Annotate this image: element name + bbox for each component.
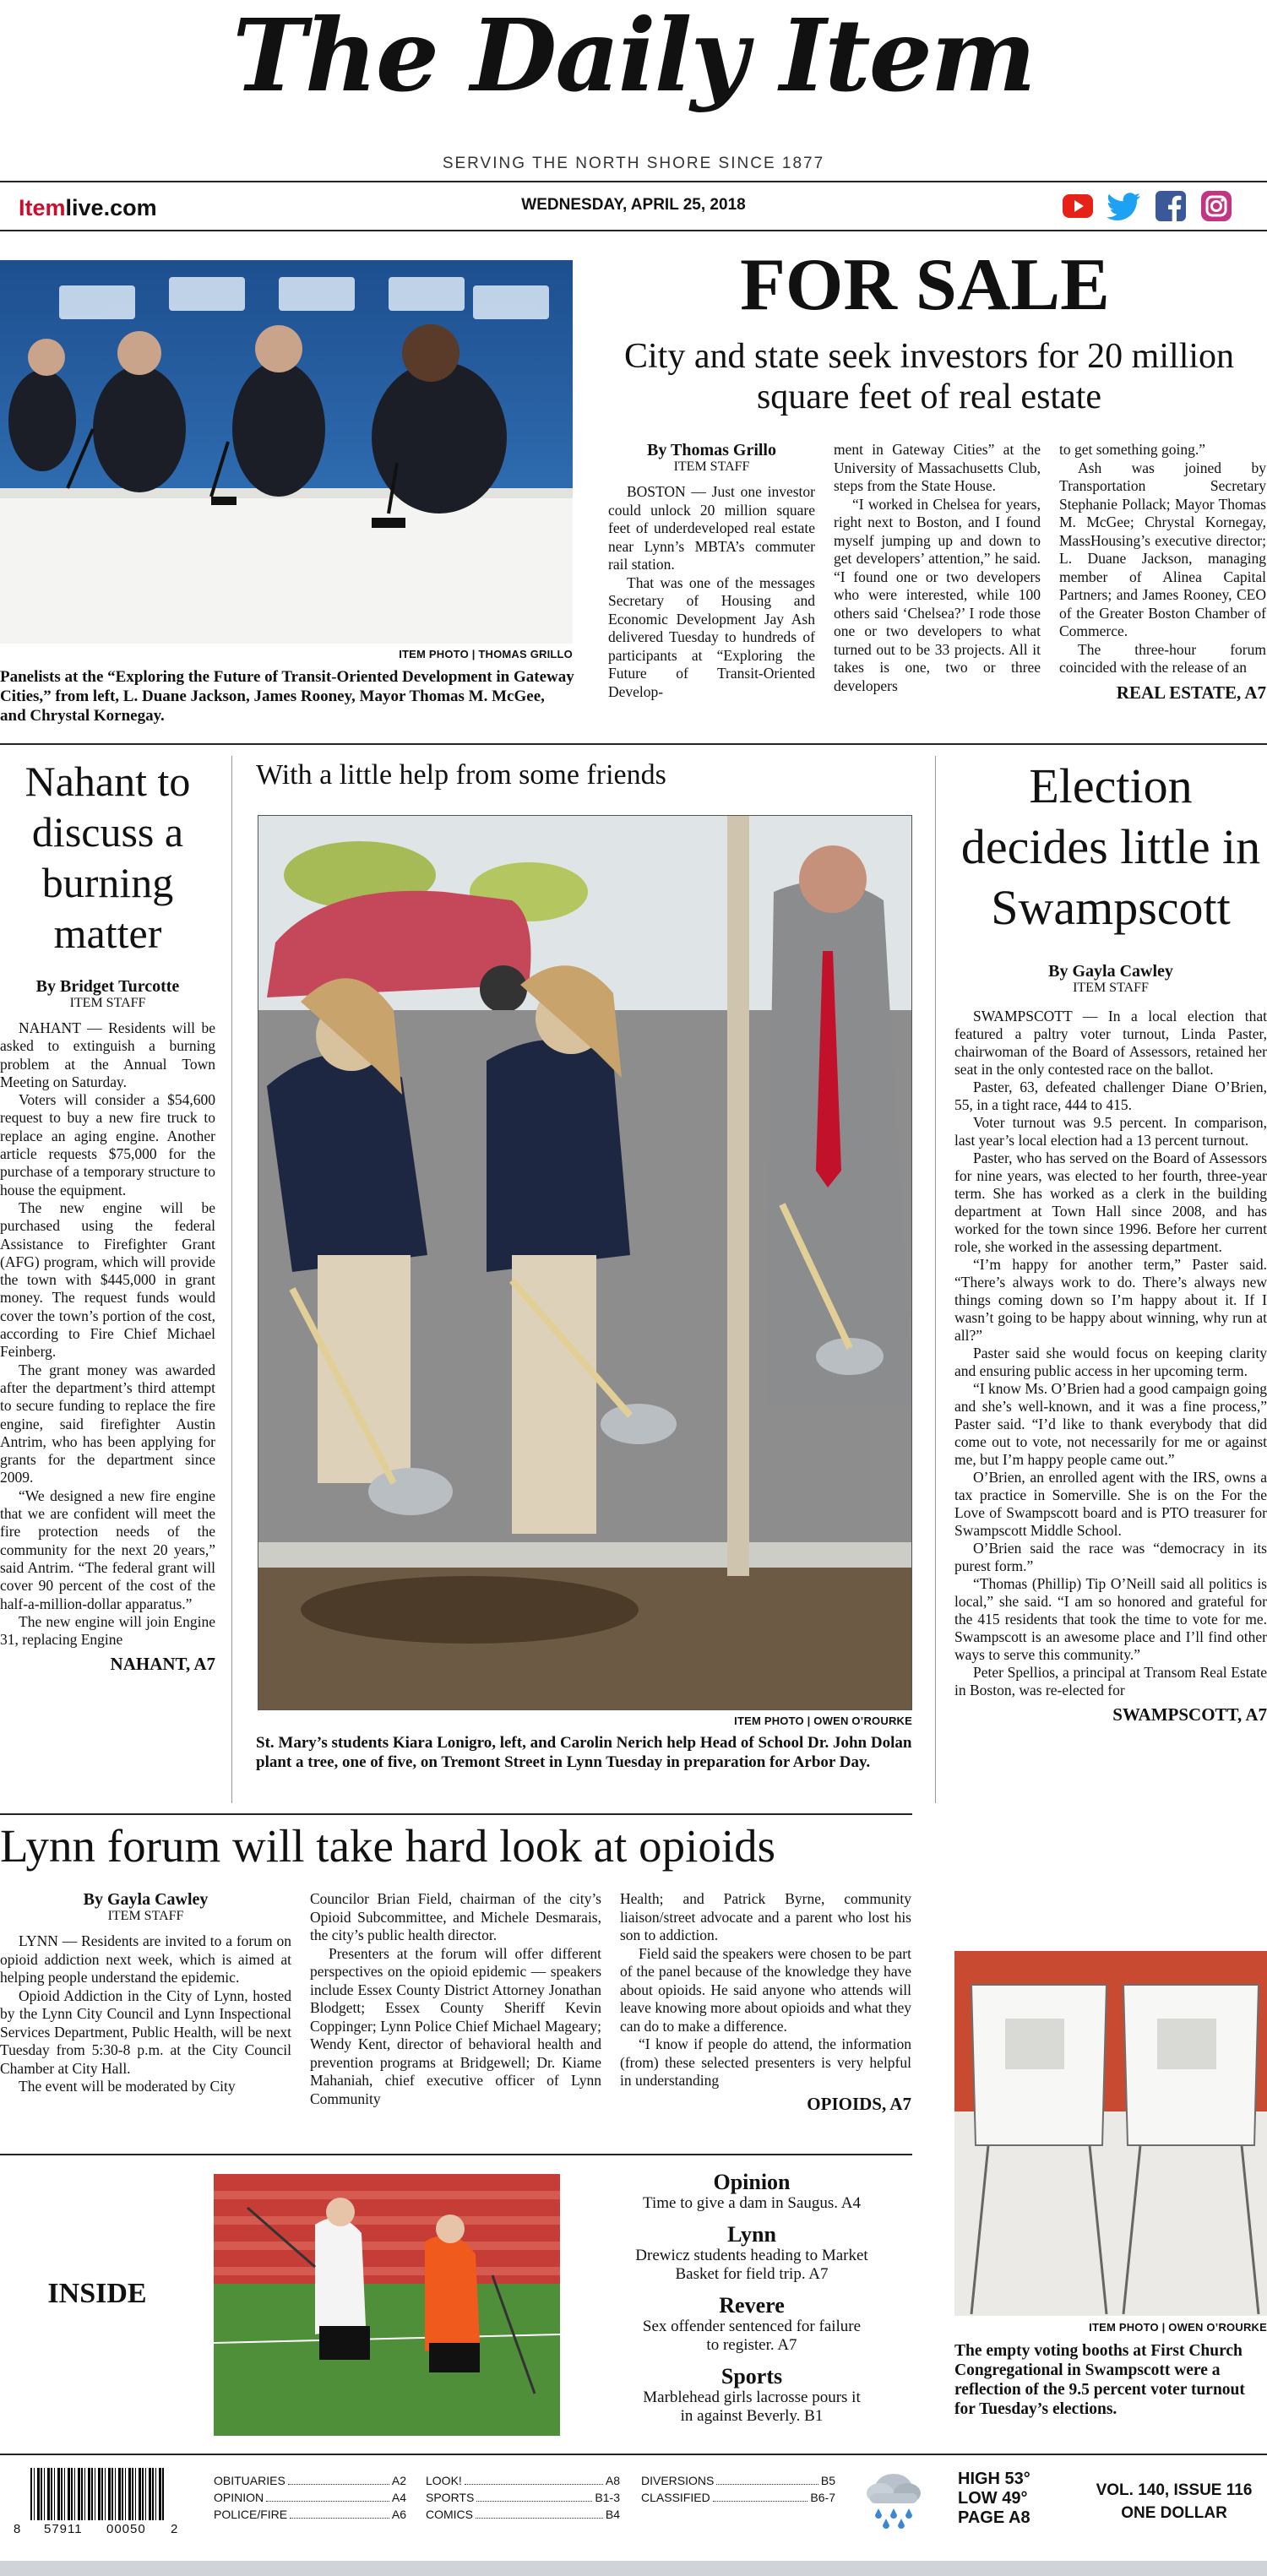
inside-list [591, 2171, 912, 2426]
index-page: B5 [820, 2474, 835, 2487]
barcode [14, 2468, 182, 2544]
opioids-col-3 [620, 1890, 911, 2114]
lead-jump[interactable]: REAL ESTATE, A7 [1116, 682, 1266, 703]
lead-story [608, 441, 1267, 703]
twitter-icon[interactable] [1107, 189, 1142, 223]
section-rule-2 [0, 1813, 912, 1815]
index-column-2 [426, 2472, 620, 2523]
inside-item-section: Lynn [727, 2222, 776, 2247]
masthead-title: The Daily Item [232, 0, 1035, 114]
nahant-jump[interactable]: NAHANT, A7 [110, 1654, 215, 1675]
panel-photo-scene [0, 260, 573, 644]
lead-kicker: FOR SALE [740, 244, 1110, 326]
issue-price: ONE DOLLAR [1121, 2504, 1227, 2522]
swampscott-byline: By Gayla Cawley [1048, 962, 1173, 981]
swampscott-paragraph: Voter turnout was 9.5 percent. In comparison, last year’s local election had a 13 percent turnout. [954, 1114, 1267, 1149]
nahant-staff: ITEM STAFF [69, 996, 146, 1010]
nahant-paragraph: NAHANT — Residents will be asked to extinguish a burning problem at the Annual Town Meeting on Saturday. [0, 1019, 215, 1090]
nahant-headline: Nahant to discuss a burning matter [24, 758, 191, 957]
index-row[interactable] [214, 2472, 406, 2489]
swampscott-paragraph: O’Brien, an enrolled agent with the IRS, owns a tax practice in Somerville. She is on the For the Love of Swampscott board and is PTO treasurer for Swampscott Middle School. [954, 1469, 1267, 1539]
nahant-paragraph: Voters will consider a $54,600 request to buy a new fire truck to replace an aging engine. Another article requests $75,000 for the purchase of a temporary structure to house the equipment. [0, 1091, 215, 1198]
instagram-icon[interactable] [1199, 189, 1233, 223]
masthead-tagline: SERVING THE NORTH SHORE SINCE 1877 [442, 155, 825, 172]
lead-paragraph: The three-hour forum coincided with the release of an [1059, 640, 1266, 676]
swampscott-headline: Election decides little in Swampscott [960, 758, 1261, 935]
swampscott-paragraph: Paster, who has served on the Board of Assessors for nine years, was elected to her fourth, three-year term. She has worked as a clerk in the building department at Town Hall since 2008, and has worked for the town since 1996. Before her current role, she worked in the assessing department. [954, 1149, 1267, 1255]
opioids-paragraph: Health; and Patrick Byrne, community liaison/street advocate and a parent who lost his son to addiction. [620, 1890, 911, 1943]
nahant-paragraph: The new engine will join Engine 31, replacing Engine [0, 1612, 215, 1649]
index-page: A8 [605, 2474, 620, 2487]
index-row[interactable] [426, 2489, 620, 2506]
opioids-paragraph: The event will be moderated by City [19, 2078, 236, 2095]
page-bottom-band [0, 2561, 1267, 2576]
voting-booth-photo [954, 1951, 1267, 2316]
social-links [1061, 187, 1255, 225]
inside-item-text: Marblehead girls lacrosse pours it in against Beverly. B1 [643, 2389, 861, 2425]
column-rule-left [231, 756, 232, 1803]
lead-headline: City and state seek investors for 20 million square feet of real estate [623, 337, 1235, 416]
site-link-prefix: Item [19, 195, 66, 220]
index-row[interactable] [426, 2472, 620, 2489]
index-column-1 [214, 2472, 406, 2523]
index-row[interactable] [426, 2506, 620, 2523]
index-column-3 [641, 2472, 835, 2506]
index-name: POLICE/FIRE [214, 2508, 288, 2521]
panel-photo [0, 260, 573, 644]
inside-item[interactable] [591, 2171, 912, 2213]
issue-info [1081, 2479, 1267, 2524]
footer-rule [0, 2454, 1267, 2455]
barcode-digit: 57911 [44, 2522, 83, 2536]
lead-col-3 [1059, 441, 1266, 703]
arbor-photo-credit: ITEM PHOTO | OWEN O’ROURKE [734, 1715, 912, 1727]
lead-paragraph: “I worked in Chelsea for years, right next to Boston, and I found myself jumping up and down to get developers’ attention,” he said. “I found one or two developers who were interested, while 100 others said ‘Chelsea?’ I rode those one or two developers to what turned out to be 33 projects. All it takes is one, two or three developers [834, 495, 1041, 694]
opioids-headline: Lynn forum will take hard look at opioids [0, 1820, 776, 1872]
masthead-rule-bottom [0, 230, 1267, 231]
column-rule-right [935, 756, 936, 1803]
rain-cloud-icon [863, 2466, 924, 2530]
opioids-byline: By Gayla Cawley [83, 1890, 209, 1909]
lead-col-1-text [608, 483, 815, 701]
arbor-photo-scene [258, 816, 912, 1710]
barcode-digit: 2 [171, 2522, 178, 2536]
barcode-bars [30, 2468, 166, 2520]
index-name: COMICS [426, 2508, 473, 2521]
opioids-paragraph: Field said the speakers were chosen to be part of the panel because of the knowledge they have about opioids. He said anyone who attends will leave knowing more about opioids and what they can do to make a difference. [620, 1944, 911, 2035]
inside-item-section: Opinion [713, 2170, 791, 2194]
barcode-digit: 8 [14, 2522, 21, 2536]
nahant-paragraph: The new engine will be purchased using the federal Assistance to Firefighter Grant (AFG) program, which will provide the town with $445,000 in grant money. The request funds would cover the town’s portion of the cost, according to Fire Chief Michael Feinberg. [0, 1198, 215, 1361]
weather-high: HIGH 53° [958, 2470, 1030, 2488]
facebook-icon[interactable] [1154, 189, 1188, 223]
lead-paragraph: to get something going.” [1059, 441, 1206, 458]
swampscott-paragraph: “I know Ms. O’Brien had a good campaign going and she’s well-known, and it was a fine process,” Paster said. “I’d like to thank everybody that did come out to vote, not necessarily for me or against me, but I’m happy people came out.” [954, 1380, 1267, 1468]
nahant-text [0, 1019, 215, 1649]
voting-booth-credit: ITEM PHOTO | OWEN O’ROURKE [1089, 2321, 1267, 2334]
swampscott-paragraph: Paster said she would focus on keeping clarity and ensuring public access in her upcoming term. [954, 1345, 1267, 1379]
arbor-heading: With a little help from some friends [256, 759, 666, 791]
lead-staff: ITEM STAFF [673, 459, 750, 474]
nahant-paragraph: The grant money was awarded after the department’s third attempt to secure funding to replace the fire engine, said firefighter Austin Antrim, who has been applying for grants for the department since 2009. [0, 1361, 215, 1486]
panel-photo-caption: Panelists at the “Exploring the Future of Transit-Oriented Development in Gateway Cities,” from left, L. Duane Jackson, James Rooney, Mayor Thomas M. McGee, and Chrystal Kornegay. [0, 668, 574, 725]
lead-byline: By Thomas Grillo [647, 441, 776, 459]
opioids-paragraph: Councilor Brian Field, chairman of the city’s Opioid Subcommittee, and Michele Desmarais, the city’s public health director. [310, 1890, 601, 1943]
index-name: OBITUARIES [214, 2474, 285, 2487]
index-page: B4 [605, 2508, 620, 2521]
opioids-paragraph: “I know if people do attend, the information (from) these selected presenters is very helpful in understanding [620, 2035, 911, 2089]
index-name: OPINION [214, 2491, 264, 2504]
swampscott-paragraph: “Thomas (Phillip) Tip O’Neill said all politics is local,” she said. “I am so honored and grateful for the 415 residents that took the time to vote for me. Swampscott is an awesome place and I’ll find other ways to serve this community.” [954, 1575, 1267, 1663]
nahant-paragraph: “We designed a new fire engine that we are confident will meet the fire protection needs of the community for the next 20 years,” said Antrim. “The federal grant will cover 90 percent of the cost of the half-a-million-dollar apparatus.” [0, 1486, 215, 1612]
index-row[interactable] [641, 2472, 835, 2489]
lead-col-1 [608, 441, 815, 703]
weather-forecast [958, 2470, 1059, 2528]
arbor-photo-caption: St. Mary’s students Kiara Lonigro, left, and Carolin Nerich help Head of School Dr. John Dolan plant a tree, one of five, on Tremont Street in Lynn Tuesday in preparation for Arbor Day. [256, 1734, 912, 1771]
index-page: A4 [391, 2491, 406, 2504]
inside-item-text: Drewicz students heading to Market Basket for field trip. A7 [635, 2247, 868, 2283]
swampscott-text [954, 1008, 1267, 1699]
opioids-paragraph: LYNN — Residents are invited to a forum on opioid addiction next week, which is aimed at helping people understand the epidemic. [0, 1932, 291, 1986]
index-row[interactable] [641, 2489, 835, 2506]
nahant-byline: By Bridget Turcotte [35, 977, 180, 996]
index-name: LOOK! [426, 2474, 462, 2487]
nahant-story [0, 756, 215, 1674]
index-name: SPORTS [426, 2491, 475, 2504]
voting-booth-scene [954, 1951, 1267, 2316]
inside-item[interactable] [591, 2223, 912, 2284]
opioids-jump[interactable]: OPIOIDS, A7 [807, 2093, 911, 2114]
lacrosse-photo-scene [214, 2174, 560, 2436]
lead-col-2 [834, 441, 1041, 703]
opioids-col-2 [310, 1890, 601, 2114]
index-row[interactable] [214, 2489, 406, 2506]
inside-item[interactable] [591, 2365, 912, 2426]
section-rule-3 [0, 2154, 912, 2155]
section-rule-1 [0, 743, 1267, 745]
masthead [0, 0, 1267, 177]
lead-paragraph: ment in Gateway Cities” at the University of Massachusetts Club, steps from the State House. [834, 441, 1041, 494]
opioids-staff: ITEM STAFF [107, 1909, 184, 1923]
swampscott-paragraph: Peter Spellios, a principal at Transom Real Estate in Boston, was re-elected for [954, 1664, 1267, 1698]
weather-low: LOW 49° [958, 2489, 1028, 2508]
swampscott-story [954, 756, 1267, 1725]
index-page: B6-7 [810, 2491, 835, 2504]
lead-paragraph: Ash was joined by Transportation Secretary Stephanie Pollack; Mayor Thomas M. McGee; Chrystal Kornegay, MassHousing’s executive director; L. Duane Jackson, managing member of Alinea Capital Partners; and James Rooney, CEO of the Greater Boston Chamber of Commerce. [1059, 459, 1266, 639]
index-row[interactable] [214, 2506, 406, 2523]
edition-date: WEDNESDAY, APRIL 25, 2018 [521, 196, 746, 214]
inside-item[interactable] [591, 2294, 912, 2355]
index-page: B1-3 [595, 2491, 620, 2504]
swampscott-paragraph: Paster, 63, defeated challenger Diane O’Brien, 55, in a tight race, 444 to 415. [954, 1079, 1267, 1113]
masthead-rule-top [0, 181, 1267, 182]
inside-label: INSIDE [47, 2278, 147, 2309]
swampscott-paragraph: SWAMPSCOTT — In a local election that featured a paltry voter turnout, Linda Paster, chairwoman of the Board of Assessors, retained her seat in the only contested race on the ballot. [954, 1008, 1267, 1078]
arbor-photo [258, 815, 912, 1710]
youtube-icon[interactable] [1061, 189, 1095, 223]
swampscott-paragraph: O’Brien said the race was “democracy in its purest form.” [954, 1540, 1267, 1574]
inside-item-section: Sports [721, 2364, 783, 2389]
barcode-digit: 00050 [106, 2522, 146, 2536]
opioids-col-1 [0, 1890, 291, 2114]
lead-paragraph: BOSTON — Just one investor could unlock 20 million square feet of underdeveloped real estate near Lynn’s MBTA’s commuter rail station. [608, 483, 815, 573]
opioids-paragraph: Presenters at the forum will offer different perspectives on the opioid epidemic — speakers include Essex County District Attorney Jonathan Blodgett; Essex County Sheriff Kevin Coppinger; Lynn Police Chief Michael Mageary; Wendy Kent, director of behavioral health and prevention programs at Bridgewell; Dr. Kiame Mahaniah, chief executive officer of Lynn Community [310, 1944, 601, 2107]
inside-item-section: Revere [719, 2293, 785, 2318]
inside-item-text: Time to give a dam in Saugus. A4 [643, 2194, 861, 2212]
swampscott-staff: ITEM STAFF [1073, 981, 1149, 995]
site-link-suffix: live.com [65, 195, 157, 220]
swampscott-paragraph: “I’m happy for another term,” Paster said. “There’s always work to do. There’s always new things coming down so I’m happy about it. If I wasn’t going to be happy about winning, why run at all?” [954, 1256, 1267, 1344]
voting-booth-caption: The empty voting booths at First Church Congregational in Swampscott were a reflection of the 9.5 percent voter turnout for Tuesday’s elections. [954, 2342, 1245, 2418]
index-page: A2 [391, 2474, 406, 2487]
issue-volume: VOL. 140, ISSUE 116 [1096, 2481, 1253, 2499]
opioids-paragraph: Opioid Addiction in the City of Lynn, hosted by the Lynn City Council and Lynn Inspectional Services Department, Public Health, will be next Tuesday from 5:30-8 p.m. at the City Council Chamber at City Hall. [0, 1986, 291, 2077]
inside-item-text: Sex offender sentenced for failure to register. A7 [642, 2318, 862, 2354]
lead-paragraph: That was one of the messages Secretary of Housing and Economic Development Jay Ash delivered Tuesday to hundreds of participants at “Exploring the Future of Transit-Oriented Develop- [608, 573, 815, 700]
index-page: A6 [391, 2508, 406, 2521]
lacrosse-photo [214, 2174, 560, 2436]
opioids-story [0, 1890, 912, 2114]
index-name: DIVERSIONS [641, 2474, 715, 2487]
weather-page: PAGE A8 [958, 2508, 1030, 2527]
index-name: CLASSIFIED [641, 2491, 710, 2504]
swampscott-jump[interactable]: SWAMPSCOTT, A7 [1112, 1704, 1267, 1725]
panel-photo-credit: ITEM PHOTO | THOMAS GRILLO [399, 648, 573, 660]
